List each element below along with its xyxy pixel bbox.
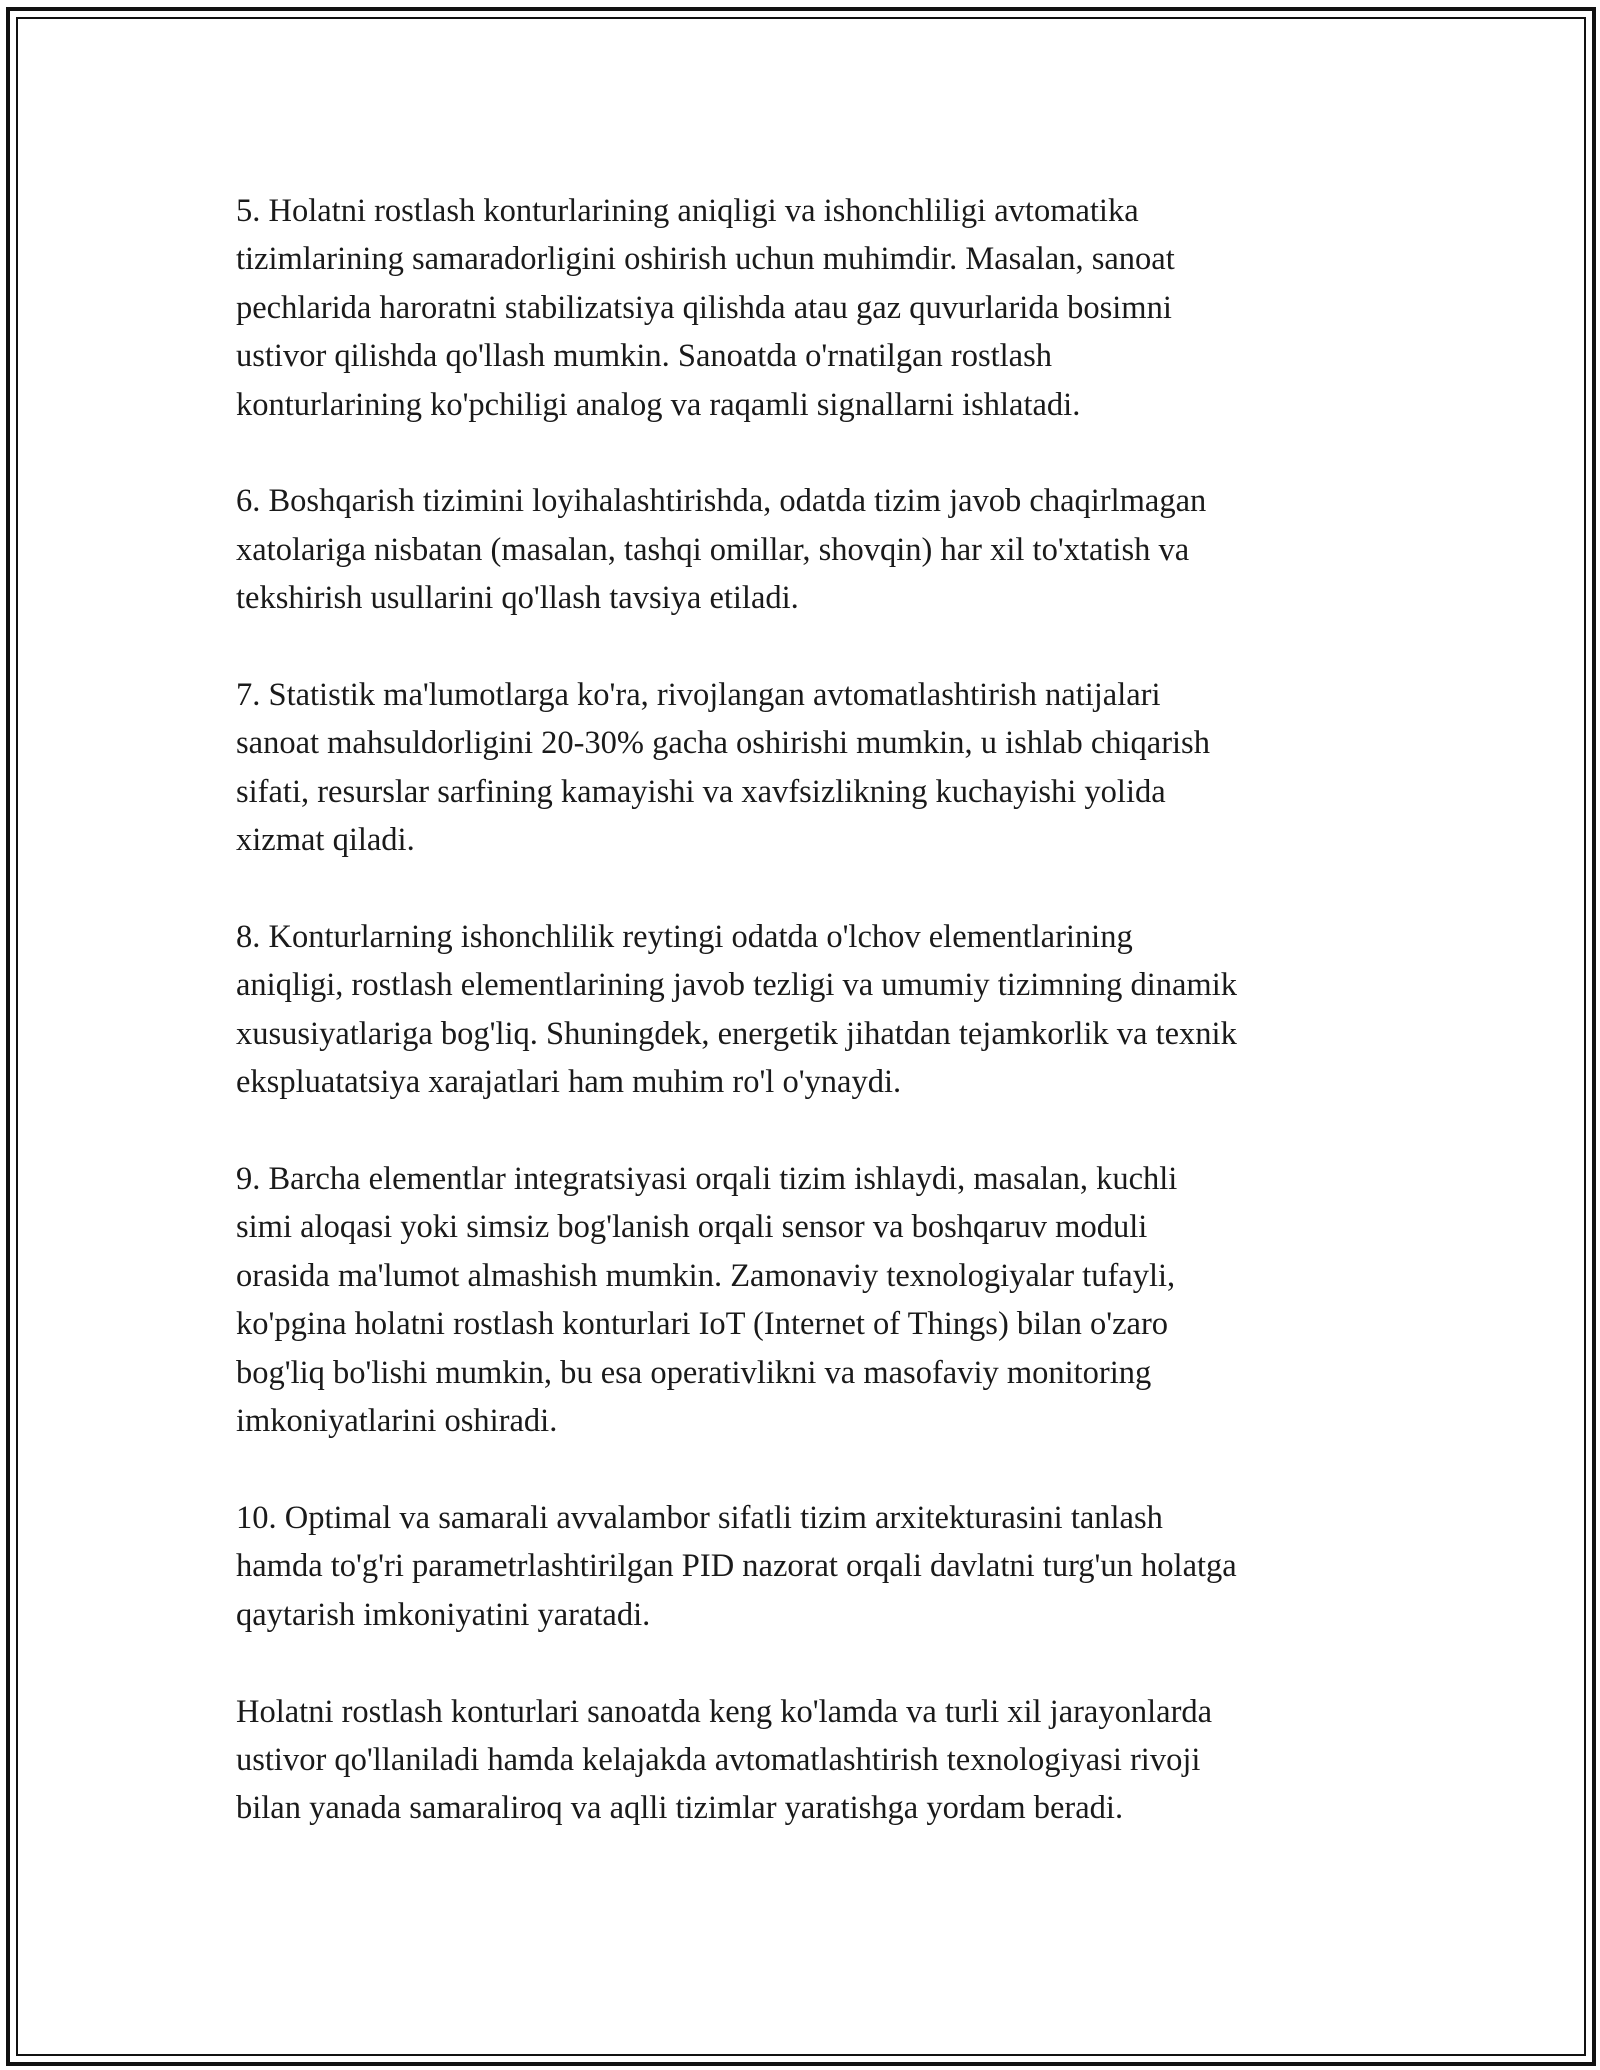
document-body bbox=[236, 187, 1416, 1881]
paragraph-item-10: 10. Optimal va samarali avvalambor sifatli tizim arxitekturasini tanlash hamda to'g'ri parametrlashtirilgan PID nazorat orqali davlatni turg'un holatga qaytarish imkoniyatini yaratadi. bbox=[236, 1499, 1237, 1633]
paragraph-item-8: 8. Konturlarning ishonchlilik reytingi odatda o'lchov elementlarining aniqligi, rostlash elementlarining javob tezligi va umumiy tizimning dinamik xususiyatlariga bog'liq. Shuningdek, energetik jihatdan tejamkorlik va texnik ekspluatatsiya xarajatlari ham muhim ro'l o'ynaydi. bbox=[236, 919, 1237, 1101]
paragraph-item-6: 6. Boshqarish tizimini loyihalashtirishda, odatda tizim javob chaqirlmagan xatolariga nisbatan (masalan, tashqi omillar, shovqin) har xil to'xtatish va tekshirish usullarini qo'llash tavsiya etiladi. bbox=[236, 483, 1207, 617]
paragraph-item-5: 5. Holatni rostlash konturlarining aniqligi va ishonchliligi avtomatika tizimlarining samaradorligini oshirish uchun muhimdir. Masalan, sanoat pechlarida haroratni stabilizatsiya qilishda atau gaz quvurlarida bosimni ustivor qilishda qo'llash mumkin. Sanoatda o'rnatilgan rostlash konturlarining ko'pchiligi analog va raqamli signallarni ishlatadi. bbox=[236, 193, 1175, 423]
paragraph-item-7: 7. Statistik ma'lumotlarga ko'ra, rivojlangan avtomatlashtirish natijalari sanoat mahsuldorligini 20-30% gacha oshirishi mumkin, u ishlab chiqarish sifati, resurslar sarfining kamayishi va xavfsizlikning kuchayishi yolida xizmat qiladi. bbox=[236, 677, 1210, 859]
paragraph-item-9: 9. Barcha elementlar integratsiyasi orqali tizim ishlaydi, masalan, kuchli simi aloqasi yoki simsiz bog'lanish orqali sensor va boshqaruv moduli orasida ma'lumot almashish mumkin. Zamonaviy texnologiyalar tufayli, ko'pgina holatni rostlash konturlari IoT (Internet of Things) bilan o'zaro bog'liq bo'lishi mumkin, bu esa operativlikni va masofaviy monitoring imkoniyatlarini oshiradi. bbox=[236, 1161, 1178, 1440]
conclusion-paragraph: Holatni rostlash konturlari sanoatda keng ko'lamda va turli xil jarayonlarda ustivor qo'llaniladi hamda kelajakda avtomatlashtirish texnologiyasi rivoji bilan yanada samaraliroq va aqlli tizimlar yaratishga yordam beradi. bbox=[236, 1693, 1213, 1827]
